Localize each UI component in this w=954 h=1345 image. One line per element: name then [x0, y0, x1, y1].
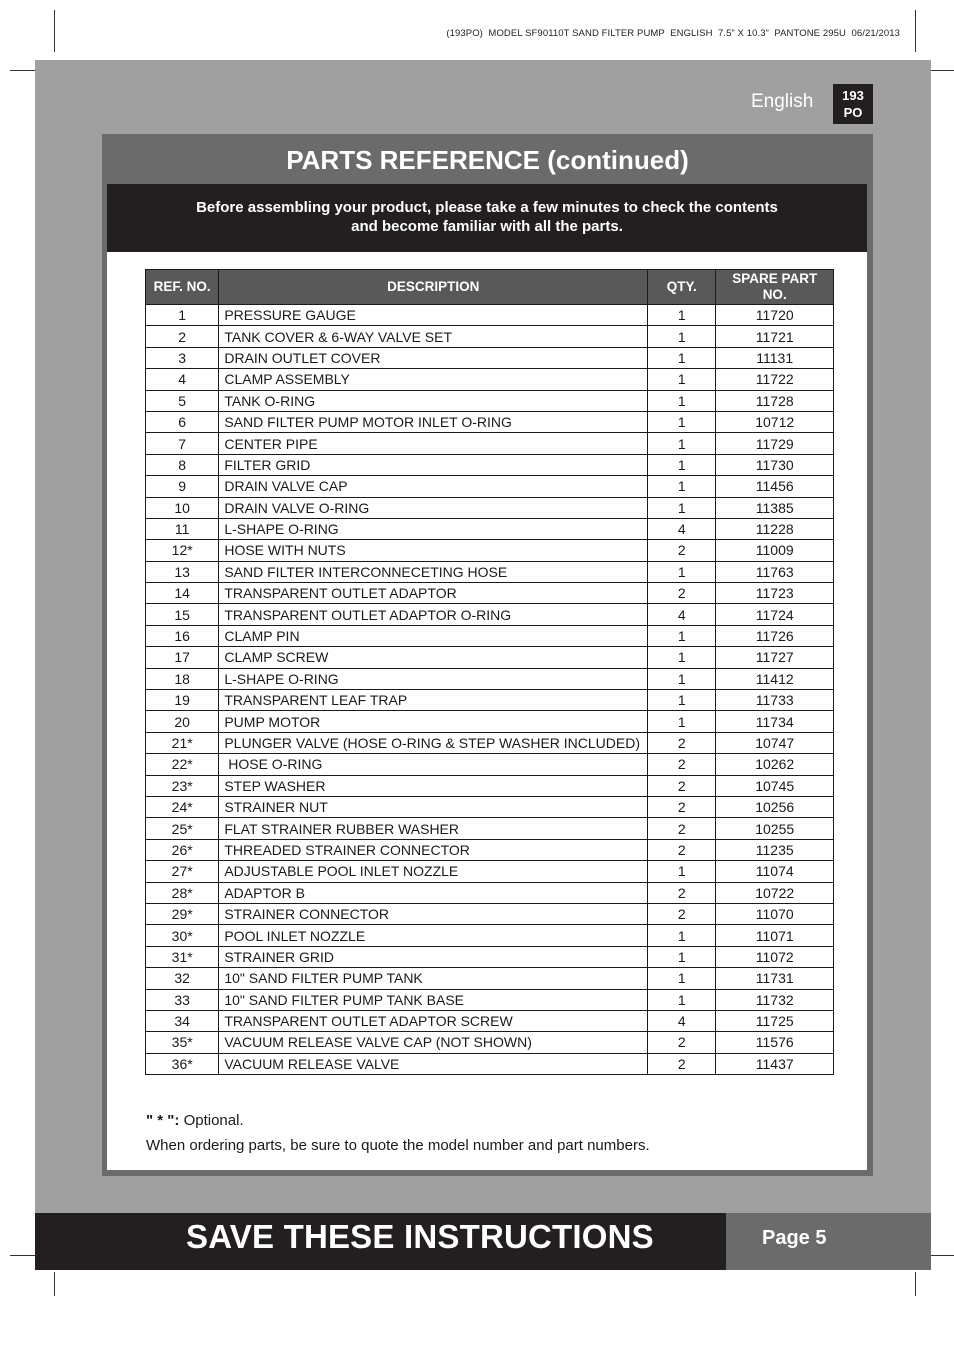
cell-ref-no: 27*	[146, 861, 219, 882]
code-badge-line1: 193	[842, 88, 864, 103]
table-row	[146, 946, 834, 967]
table-row	[146, 625, 834, 646]
cell-qty: 2	[648, 1032, 716, 1053]
cell-ref-no: 23*	[146, 775, 219, 796]
cell-ref-no: 28*	[146, 882, 219, 903]
cell-description: TRANSPARENT OUTLET ADAPTOR O-RING	[219, 604, 648, 625]
cell-description: DRAIN VALVE O-RING	[219, 497, 648, 518]
cell-ref-no: 26*	[146, 839, 219, 860]
cell-qty: 1	[648, 946, 716, 967]
table-row	[146, 775, 834, 796]
cell-description: 10" SAND FILTER PUMP TANK	[219, 968, 648, 989]
cell-ref-no: 4	[146, 369, 219, 390]
cell-description: FLAT STRAINER RUBBER WASHER	[219, 818, 648, 839]
table-row	[146, 818, 834, 839]
cell-ref-no: 3	[146, 347, 219, 368]
parts-table-body	[146, 305, 834, 1075]
cell-spare-part-no: 11071	[716, 925, 834, 946]
cell-spare-part-no: 10745	[716, 775, 834, 796]
cell-qty: 2	[648, 903, 716, 924]
table-row	[146, 903, 834, 924]
cell-ref-no: 15	[146, 604, 219, 625]
cell-description: STRAINER NUT	[219, 796, 648, 817]
cell-spare-part-no: 11728	[716, 390, 834, 411]
cell-ref-no: 34	[146, 1010, 219, 1031]
cell-qty: 2	[648, 839, 716, 860]
section-title: PARTS REFERENCE (continued)	[286, 145, 689, 175]
cell-ref-no: 24*	[146, 796, 219, 817]
cell-qty: 2	[648, 882, 716, 903]
cell-qty: 2	[648, 732, 716, 753]
table-row	[146, 925, 834, 946]
cell-ref-no: 36*	[146, 1053, 219, 1074]
cell-qty: 1	[648, 454, 716, 475]
header-spare-part-no: SPARE PART NO.	[716, 270, 834, 305]
cell-description: STRAINER CONNECTOR	[219, 903, 648, 924]
cell-ref-no: 13	[146, 561, 219, 582]
cell-spare-part-no: 11235	[716, 839, 834, 860]
cell-spare-part-no: 11576	[716, 1032, 834, 1053]
parts-table	[145, 269, 834, 1075]
table-row	[146, 754, 834, 775]
table-row	[146, 882, 834, 903]
cell-description: THREADED STRAINER CONNECTOR	[219, 839, 648, 860]
table-row	[146, 583, 834, 604]
cell-spare-part-no: 10262	[716, 754, 834, 775]
cell-description: L-SHAPE O-RING	[219, 668, 648, 689]
cell-qty: 1	[648, 476, 716, 497]
table-row	[146, 305, 834, 326]
cell-spare-part-no: 11730	[716, 454, 834, 475]
cell-description: DRAIN OUTLET COVER	[219, 347, 648, 368]
ordering-note: When ordering parts, be sure to quote the model number and part numbers.	[146, 1137, 650, 1154]
cell-qty: 1	[648, 305, 716, 326]
page-number: Page 5	[726, 1213, 931, 1270]
cell-description: HOSE WITH NUTS	[219, 540, 648, 561]
code-badge	[833, 84, 873, 124]
table-row	[146, 433, 834, 454]
cell-description: PUMP MOTOR	[219, 711, 648, 732]
table-row	[146, 989, 834, 1010]
table-row	[146, 796, 834, 817]
cell-ref-no: 12*	[146, 540, 219, 561]
cell-description: 10" SAND FILTER PUMP TANK BASE	[219, 989, 648, 1010]
cell-qty: 4	[648, 604, 716, 625]
cell-spare-part-no: 11070	[716, 903, 834, 924]
table-row	[146, 861, 834, 882]
cell-ref-no: 10	[146, 497, 219, 518]
cell-ref-no: 22*	[146, 754, 219, 775]
table-row	[146, 1010, 834, 1031]
table-row	[146, 369, 834, 390]
cell-description: PLUNGER VALVE (HOSE O-RING & STEP WASHER INCLUDED)	[219, 732, 648, 753]
cell-spare-part-no: 10255	[716, 818, 834, 839]
crop-mark	[54, 1272, 55, 1296]
cell-spare-part-no: 11412	[716, 668, 834, 689]
cell-qty: 1	[648, 668, 716, 689]
cell-ref-no: 11	[146, 518, 219, 539]
table-row	[146, 347, 834, 368]
header-description: DESCRIPTION	[219, 270, 648, 305]
cell-ref-no: 7	[146, 433, 219, 454]
table-row	[146, 732, 834, 753]
cell-description: SAND FILTER INTERCONNECETING HOSE	[219, 561, 648, 582]
table-row	[146, 1032, 834, 1053]
table-row	[146, 1053, 834, 1074]
cell-ref-no: 30*	[146, 925, 219, 946]
cell-description: TANK O-RING	[219, 390, 648, 411]
cell-qty: 1	[648, 989, 716, 1010]
table-row	[146, 518, 834, 539]
table-row	[146, 561, 834, 582]
cell-description: PRESSURE GAUGE	[219, 305, 648, 326]
cell-description: CLAMP SCREW	[219, 647, 648, 668]
cell-ref-no: 33	[146, 989, 219, 1010]
cell-ref-no: 6	[146, 411, 219, 432]
cell-spare-part-no: 11732	[716, 989, 834, 1010]
print-info: (193PO) MODEL SF90110T SAND FILTER PUMP ENGLISH 7.5” X 10.3” PANTONE 295U 06/21/2013	[446, 28, 900, 39]
cell-qty: 2	[648, 583, 716, 604]
cell-qty: 1	[648, 925, 716, 946]
cell-qty: 1	[648, 411, 716, 432]
cell-qty: 1	[648, 861, 716, 882]
cell-ref-no: 32	[146, 968, 219, 989]
footer-title: SAVE THESE INSTRUCTIONS	[186, 1218, 654, 1255]
cell-ref-no: 9	[146, 476, 219, 497]
cell-qty: 1	[648, 625, 716, 646]
crop-mark	[54, 10, 55, 52]
header-qty: QTY.	[648, 270, 716, 305]
code-badge-line2: PO	[843, 105, 863, 120]
table-row	[146, 604, 834, 625]
cell-ref-no: 17	[146, 647, 219, 668]
cell-spare-part-no: 11723	[716, 583, 834, 604]
optional-note	[146, 1112, 244, 1129]
table-row	[146, 390, 834, 411]
cell-qty: 2	[648, 1053, 716, 1074]
cell-qty: 1	[648, 433, 716, 454]
cell-spare-part-no: 11074	[716, 861, 834, 882]
cell-description: TRANSPARENT OUTLET ADAPTOR SCREW	[219, 1010, 648, 1031]
header-ref-no: REF. NO.	[146, 270, 219, 305]
cell-qty: 4	[648, 1010, 716, 1031]
cell-spare-part-no: 11228	[716, 518, 834, 539]
cell-description: CLAMP PIN	[219, 625, 648, 646]
cell-spare-part-no: 11721	[716, 326, 834, 347]
cell-ref-no: 20	[146, 711, 219, 732]
cell-description: TANK COVER & 6-WAY VALVE SET	[219, 326, 648, 347]
table-header-row	[146, 270, 834, 305]
cell-spare-part-no: 11724	[716, 604, 834, 625]
cell-description: VACUUM RELEASE VALVE CAP (NOT SHOWN)	[219, 1032, 648, 1053]
cell-qty: 1	[648, 390, 716, 411]
cell-ref-no: 8	[146, 454, 219, 475]
cell-qty: 1	[648, 647, 716, 668]
cell-qty: 2	[648, 754, 716, 775]
cell-ref-no: 25*	[146, 818, 219, 839]
cell-qty: 1	[648, 347, 716, 368]
intro-line2: and become familiar with all the parts.	[351, 218, 623, 235]
cell-description: CLAMP ASSEMBLY	[219, 369, 648, 390]
cell-ref-no: 21*	[146, 732, 219, 753]
cell-qty: 1	[648, 711, 716, 732]
cell-description: TRANSPARENT LEAF TRAP	[219, 690, 648, 711]
cell-qty: 2	[648, 540, 716, 561]
cell-spare-part-no: 11072	[716, 946, 834, 967]
cell-spare-part-no: 11720	[716, 305, 834, 326]
intro-line1: Before assembling your product, please take a few minutes to check the contents	[196, 199, 778, 216]
cell-ref-no: 2	[146, 326, 219, 347]
cell-description: ADAPTOR B	[219, 882, 648, 903]
table-row	[146, 540, 834, 561]
cell-description: CENTER PIPE	[219, 433, 648, 454]
cell-description: HOSE O-RING	[219, 754, 648, 775]
cell-spare-part-no: 11722	[716, 369, 834, 390]
cell-spare-part-no: 11726	[716, 625, 834, 646]
table-row	[146, 839, 834, 860]
cell-qty: 1	[648, 369, 716, 390]
cell-spare-part-no: 11727	[716, 647, 834, 668]
cell-description: DRAIN VALVE CAP	[219, 476, 648, 497]
cell-ref-no: 16	[146, 625, 219, 646]
cell-spare-part-no: 11437	[716, 1053, 834, 1074]
cell-ref-no: 29*	[146, 903, 219, 924]
optional-note-value: Optional.	[179, 1112, 244, 1129]
intro-box	[107, 184, 867, 252]
cell-qty: 1	[648, 561, 716, 582]
cell-qty: 1	[648, 690, 716, 711]
cell-description: SAND FILTER PUMP MOTOR INLET O-RING	[219, 411, 648, 432]
cell-qty: 2	[648, 818, 716, 839]
table-row	[146, 411, 834, 432]
cell-qty: 1	[648, 326, 716, 347]
cell-qty: 2	[648, 796, 716, 817]
language-label: English	[751, 91, 814, 112]
cell-description: ADJUSTABLE POOL INLET NOZZLE	[219, 861, 648, 882]
table-row	[146, 497, 834, 518]
cell-description: POOL INLET NOZZLE	[219, 925, 648, 946]
cell-spare-part-no: 10747	[716, 732, 834, 753]
cell-qty: 2	[648, 775, 716, 796]
cell-ref-no: 19	[146, 690, 219, 711]
cell-ref-no: 35*	[146, 1032, 219, 1053]
cell-description: TRANSPARENT OUTLET ADAPTOR	[219, 583, 648, 604]
cell-description: STRAINER GRID	[219, 946, 648, 967]
table-row	[146, 711, 834, 732]
cell-ref-no: 14	[146, 583, 219, 604]
cell-ref-no: 18	[146, 668, 219, 689]
crop-mark	[915, 1272, 916, 1296]
table-row	[146, 690, 834, 711]
cell-spare-part-no: 11009	[716, 540, 834, 561]
cell-spare-part-no: 10722	[716, 882, 834, 903]
cell-spare-part-no: 11731	[716, 968, 834, 989]
cell-description: VACUUM RELEASE VALVE	[219, 1053, 648, 1074]
table-row	[146, 476, 834, 497]
cell-spare-part-no: 11734	[716, 711, 834, 732]
cell-spare-part-no: 11733	[716, 690, 834, 711]
crop-mark	[915, 10, 916, 52]
cell-description: L-SHAPE O-RING	[219, 518, 648, 539]
table-row	[146, 326, 834, 347]
cell-spare-part-no: 11729	[716, 433, 834, 454]
cell-description: STEP WASHER	[219, 775, 648, 796]
cell-spare-part-no: 11131	[716, 347, 834, 368]
cell-spare-part-no: 10256	[716, 796, 834, 817]
cell-spare-part-no: 11725	[716, 1010, 834, 1031]
cell-ref-no: 1	[146, 305, 219, 326]
cell-ref-no: 5	[146, 390, 219, 411]
table-row	[146, 454, 834, 475]
cell-spare-part-no: 11763	[716, 561, 834, 582]
cell-spare-part-no: 10712	[716, 411, 834, 432]
cell-qty: 1	[648, 968, 716, 989]
cell-description: FILTER GRID	[219, 454, 648, 475]
table-row	[146, 647, 834, 668]
footer-bar	[35, 1213, 726, 1270]
cell-spare-part-no: 11456	[716, 476, 834, 497]
table-row	[146, 668, 834, 689]
table-row	[146, 968, 834, 989]
cell-spare-part-no: 11385	[716, 497, 834, 518]
cell-ref-no: 31*	[146, 946, 219, 967]
optional-note-key: " * ":	[146, 1112, 180, 1129]
cell-qty: 4	[648, 518, 716, 539]
cell-qty: 1	[648, 497, 716, 518]
